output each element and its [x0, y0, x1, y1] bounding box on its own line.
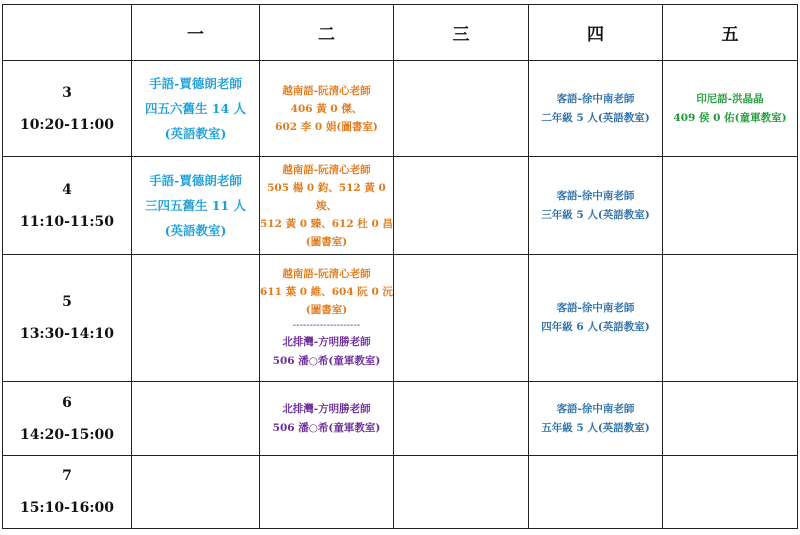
class-cell-thu — [529, 61, 663, 157]
period-number: 3 — [62, 84, 72, 101]
students-line: 三年級 5 人(英語教室) — [541, 208, 650, 221]
class-entry — [529, 299, 662, 337]
day-header-thu: 四 — [529, 5, 663, 61]
period-row-6 — [3, 382, 798, 456]
time-range: 10:20-11:00 — [19, 116, 115, 133]
students-line: 505 楊 0 鈞、512 黃 0 竣、 — [267, 181, 386, 212]
class-entry — [260, 333, 393, 371]
teacher-line: 北排灣-方明勝老師 — [282, 402, 371, 415]
class-cell-wed — [394, 456, 529, 529]
students-line: 512 黃 0 臻、612 杜 0 昌 — [260, 217, 393, 230]
corner-cell — [3, 5, 132, 61]
class-cell-mon — [132, 382, 260, 456]
students-line: 506 潘○希(童軍教室) — [272, 421, 381, 434]
class-cell-tue — [260, 456, 394, 529]
class-entry — [529, 90, 662, 128]
room-line: (英語教室) — [164, 223, 227, 238]
students-line: 611 葉 0 維、604 阮 0 沅 — [260, 286, 393, 298]
period-number: 5 — [62, 294, 72, 310]
time-range: 13:30-14:10 — [19, 326, 115, 342]
period-row-4 — [3, 157, 798, 255]
day-header-mon: 一 — [132, 5, 260, 61]
class-cell-fri — [663, 456, 798, 529]
class-cell-mon — [132, 157, 260, 255]
class-entry — [529, 187, 662, 225]
students-line: 四五六舊生 14 人 — [144, 101, 247, 116]
students-line: 602 李 0 娟(圖書室) — [275, 120, 378, 133]
period-row-5 — [3, 255, 798, 382]
teacher-line: 客語-徐中南老師 — [556, 302, 635, 314]
teacher-line: 越南語-阮清心老師 — [282, 163, 371, 176]
class-cell-tue — [260, 255, 394, 382]
entry-divider: -------------------- — [292, 320, 361, 331]
students-line: 五年級 5 人(英語教室) — [541, 421, 650, 434]
class-cell-tue — [260, 61, 394, 157]
day-header-fri: 五 — [663, 5, 798, 61]
time-range: 14:20-15:00 — [19, 426, 115, 443]
class-cell-mon — [132, 255, 260, 382]
teacher-line: 客語-徐中南老師 — [556, 189, 635, 202]
teacher-line: 客語-徐中南老師 — [556, 92, 635, 105]
class-entry — [132, 168, 259, 243]
period-number: 7 — [62, 468, 72, 484]
teacher-line: 手語-賈德朗老師 — [149, 173, 242, 188]
time-cell — [3, 456, 132, 529]
time-range: 15:10-16:00 — [19, 500, 115, 516]
period-number: 4 — [62, 181, 72, 198]
time-cell — [3, 255, 132, 382]
period-row-3 — [3, 61, 798, 157]
teacher-line: 客語-徐中南老師 — [556, 402, 635, 415]
schedule-table — [2, 4, 798, 529]
class-cell-fri — [663, 255, 798, 382]
class-cell-tue — [260, 157, 394, 255]
class-cell-mon — [132, 61, 260, 157]
class-cell-thu — [529, 382, 663, 456]
time-range: 11:10-11:50 — [19, 213, 115, 230]
class-entry — [260, 82, 393, 136]
time-cell — [3, 61, 132, 157]
time-cell — [3, 382, 132, 456]
class-cell-wed — [394, 255, 529, 382]
day-header-tue: 二 — [260, 5, 394, 61]
class-entry — [663, 90, 797, 128]
students-line: 二年級 5 人(英語教室) — [541, 111, 650, 124]
class-cell-thu — [529, 456, 663, 529]
teacher-line: 北排灣-方明勝老師 — [282, 336, 371, 348]
students-line: 409 侯 0 佑(童軍教室) — [673, 111, 787, 124]
students-line: 506 潘○希(童軍教室) — [272, 355, 381, 367]
room-line: (圖書室) — [305, 304, 348, 316]
period-number: 6 — [62, 394, 72, 411]
teacher-line: 印尼語-洪晶晶 — [696, 92, 764, 105]
teacher-line: 越南語-阮清心老師 — [282, 268, 371, 280]
class-cell-fri — [663, 157, 798, 255]
class-entry — [260, 161, 393, 251]
teacher-line: 越南語-阮清心老師 — [282, 84, 371, 97]
room-line: (圖書室) — [305, 235, 348, 248]
teacher-line: 手語-賈德朗老師 — [149, 76, 242, 91]
day-header-wed: 三 — [394, 5, 529, 61]
class-cell-thu — [529, 255, 663, 382]
time-cell — [3, 157, 132, 255]
class-entry — [260, 265, 393, 319]
class-cell-wed — [394, 157, 529, 255]
students-line: 406 黃 0 傑、 — [290, 102, 363, 115]
room-line: (英語教室) — [164, 126, 227, 141]
class-entry — [132, 71, 259, 146]
class-cell-wed — [394, 61, 529, 157]
header-row — [3, 5, 798, 61]
class-cell-fri — [663, 382, 798, 456]
class-cell-wed — [394, 382, 529, 456]
class-entry — [260, 400, 393, 438]
students-line: 四年級 6 人(英語教室) — [541, 321, 650, 333]
class-entry — [529, 400, 662, 438]
class-cell-thu — [529, 157, 663, 255]
class-cell-tue — [260, 382, 394, 456]
period-row-7 — [3, 456, 798, 529]
class-cell-fri — [663, 61, 798, 157]
class-cell-mon — [132, 456, 260, 529]
students-line: 三四五舊生 11 人 — [144, 198, 247, 213]
